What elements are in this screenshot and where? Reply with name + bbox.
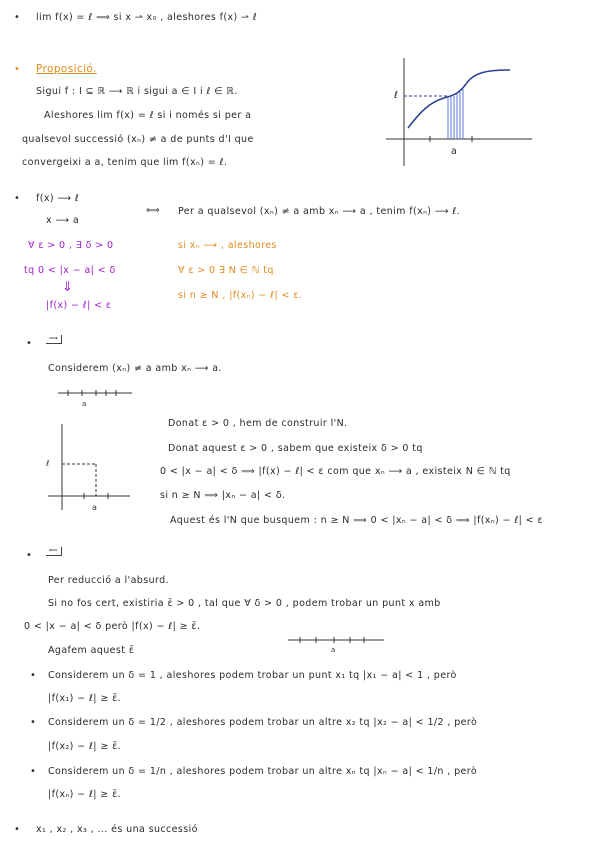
- orange-line-1: si xₙ ⟶ , aleshores: [178, 240, 277, 251]
- bullet: •: [26, 550, 32, 561]
- prop-line-4: convergeixi a a, tenim que lim f(xₙ) = ℓ.: [22, 157, 228, 168]
- bullet: •: [14, 824, 20, 835]
- proof-line-3: 0 < |x − a| < δ ⟹ |f(x) − ℓ| < ε com que xₙ ⟶ a , existeix N ∈ ℕ tq: [160, 466, 511, 477]
- graph-l-label: ℓ: [394, 90, 399, 101]
- step-3a: Considerem un δ = 1/n , aleshores podem trobar un altre xₙ tq |xₙ − a| < 1/n , però: [48, 766, 478, 777]
- bullet: •: [14, 12, 20, 23]
- eq-iff: ⟺: [146, 205, 161, 216]
- sequence-line: x₁ , x₂ , x₃ , ... és una successió: [36, 824, 198, 835]
- prop-line-1: Sigui f : I ⊆ ℝ ⟶ ℝ i sigui a ∈ I i ℓ ∈ ℝ.: [36, 86, 238, 97]
- svg-text:a: a: [331, 646, 336, 654]
- proof-line-2: Donat aquest ε > 0 , sabem que existeix δ > 0 tq: [168, 443, 423, 454]
- eq-left-1: f(x) ⟶ ℓ: [36, 193, 80, 204]
- bullet: •: [30, 670, 36, 681]
- proof-line-4: si n ≥ N ⟹ |xₙ − a| < δ.: [160, 490, 286, 501]
- step-1b: |f(x₁) − ℓ| ≥ ε̄.: [48, 693, 122, 704]
- bullet: •: [26, 338, 32, 349]
- absurd-line-3: 0 < |x − a| < δ però |f(x) − ℓ| ≥ ε̄.: [24, 621, 201, 632]
- orange-line-3: si n ≥ N , |f(xₙ) − ℓ| < ε.: [178, 290, 303, 301]
- purple-line-4: |f(x) − ℓ| < ε: [46, 300, 112, 311]
- orange-line-2: ∀ ε > 0 ∃ N ∈ ℕ tq: [178, 265, 274, 276]
- proposition-title: Proposició.: [36, 63, 97, 75]
- step-2b: |f(x₂) − ℓ| ≥ ε̄.: [48, 741, 122, 752]
- bullet: •: [30, 717, 36, 728]
- consider-line: Considerem (xₙ) ≠ a amb xₙ ⟶ a.: [48, 363, 222, 374]
- step-2a: Considerem un δ = 1/2 , aleshores podem trobar un altre x₂ tq |x₂ − a| < 1/2 , però: [48, 717, 478, 728]
- step-1a: Considerem un δ = 1 , aleshores podem trobar un punt x₁ tq |x₁ − a| < 1 , però: [48, 670, 457, 681]
- limit-statement: lim f(x) = ℓ ⟹ si x ⇀ x₀ , aleshores f(x) ⇀ ℓ: [36, 12, 258, 23]
- eq-left-2: x ⟶ a: [46, 215, 80, 226]
- bullet: •: [30, 766, 36, 777]
- prop-line-2: Aleshores lim f(x) = ℓ si i només si per a: [44, 110, 252, 121]
- absurd-line: Per reducció a l'absurd.: [48, 575, 169, 586]
- svg-text:a: a: [92, 503, 97, 512]
- purple-line-1: ∀ ε > 0 , ∃ δ > 0: [28, 240, 114, 251]
- purple-line-2: tq 0 < |x − a| < δ: [24, 265, 116, 276]
- bullet: •: [14, 193, 20, 204]
- graph-a-label: a: [451, 146, 458, 157]
- prop-line-3: qualsevol successió (xₙ) ≠ a de punts d'I que: [22, 134, 254, 145]
- absurd-line-4: Agafem aquest ε̄: [48, 645, 135, 656]
- svg-text:ℓ: ℓ: [46, 459, 50, 468]
- forward-tag: ⟹: [46, 335, 62, 344]
- proof-line-1: Donat ε > 0 , hem de construir l'N.: [168, 418, 348, 429]
- step-3b: |f(xₙ) − ℓ| ≥ ε̄.: [48, 789, 122, 800]
- bullet: •: [14, 64, 20, 75]
- eq-right: Per a qualsevol (xₙ) ≠ a amb xₙ ⟶ a , tenim f(xₙ) ⟶ ℓ.: [178, 206, 461, 217]
- purple-arrow: ⇓: [62, 280, 74, 295]
- backward-tag: ⟸: [46, 547, 62, 556]
- proof-line-5: Aquest és l'N que busquem : n ≥ N ⟹ 0 < |xₙ − a| < δ ⟹ |f(xₙ) − ℓ| < ε: [170, 515, 543, 526]
- absurd-line-2: Si no fos cert, existiria ε̄ > 0 , tal que ∀ δ > 0 , podem trobar un punt x amb: [48, 598, 441, 609]
- svg-text:a: a: [82, 400, 87, 408]
